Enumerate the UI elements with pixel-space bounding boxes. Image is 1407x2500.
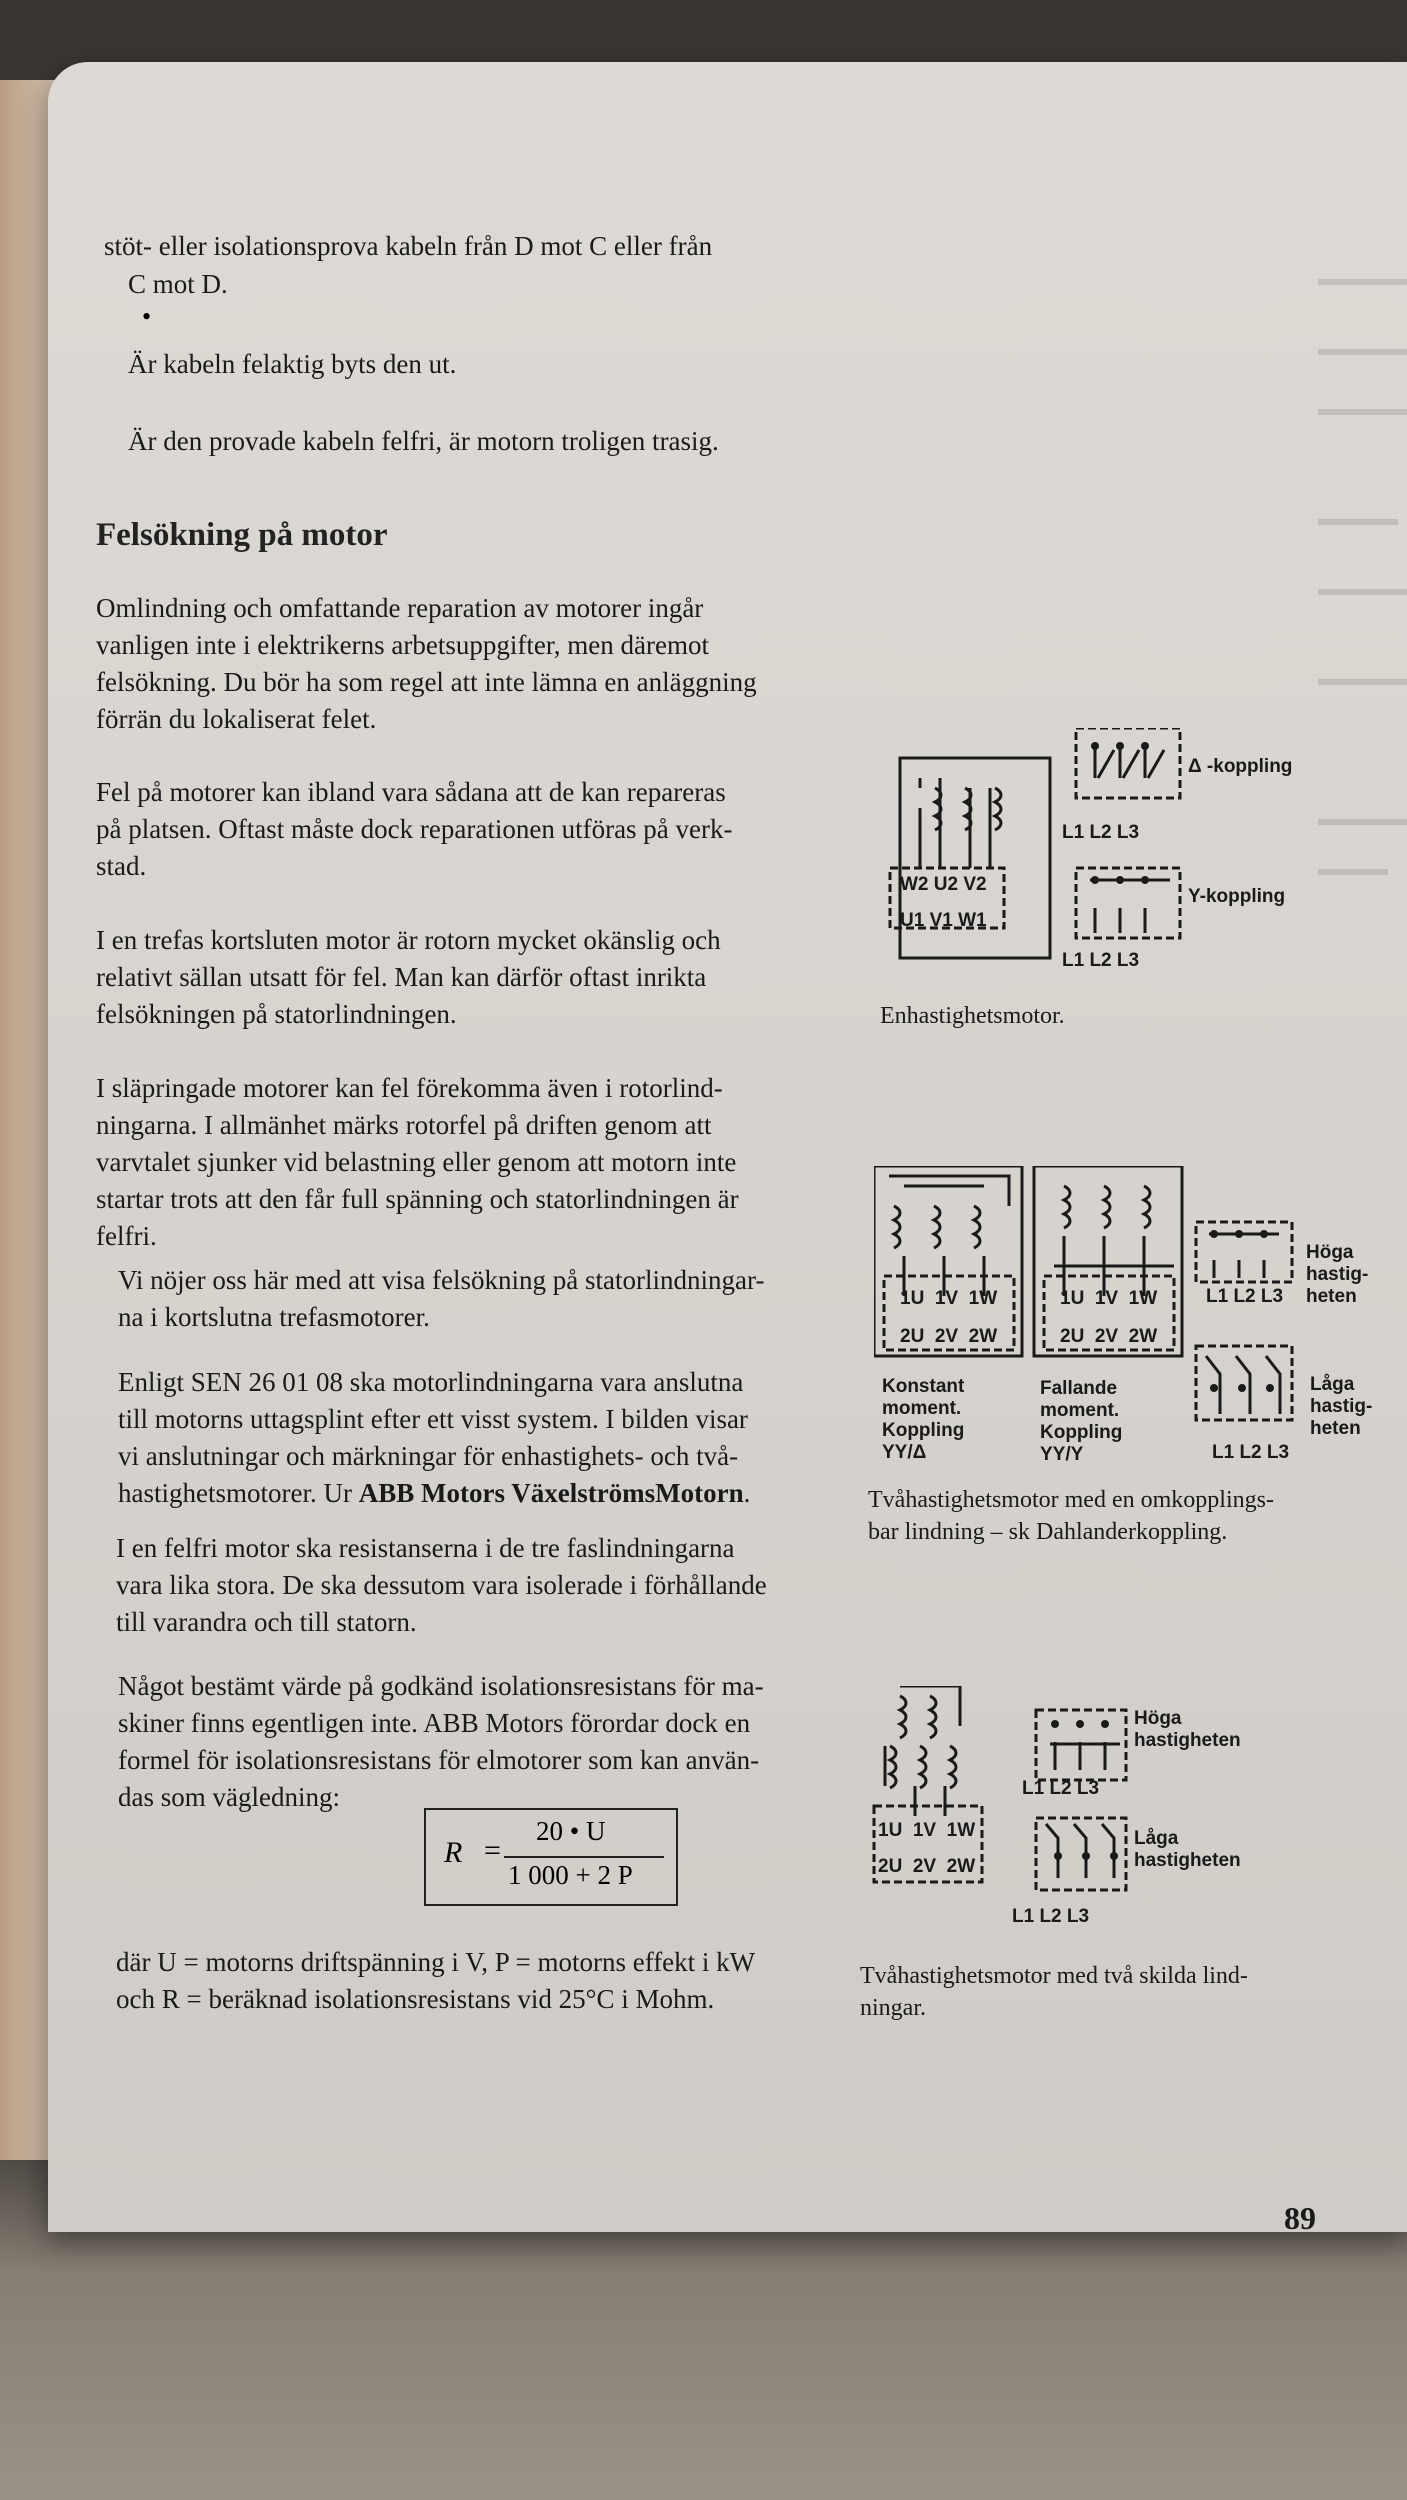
terminal-labels-top: W2 U2 V2 [900, 874, 987, 895]
falling-torque-note: Fallande moment. Koppling YY/Y [1040, 1378, 1123, 1465]
bullet-line-2: C mot D. [128, 269, 228, 299]
show-through-text [1318, 262, 1407, 1162]
two-winding-top-terminals: 1U 1V 1W [878, 1820, 976, 1841]
two-winding-bottom-terminals: 2U 2V 2W [878, 1856, 976, 1877]
single-speed-wiring-diagram [880, 728, 1240, 968]
star-lines-label: L1 L2 L3 [1062, 950, 1140, 971]
figure1-caption: Enhastighetsmotor. [880, 1003, 1065, 1029]
paragraph-6: Enligt SEN 26 01 08 ska motorlindningarna vara anslutna till motorns uttagsplint efter ett visst system. I bilden visar vi anslutningar och märkningar för enhastighets- och två- hastighetsmotorer. Ur ABB Motors VäxelströmsMotorn. [118, 1367, 751, 1508]
two-winding-high-lines: L1 L2 L3 [1022, 1778, 1100, 1799]
section-heading: Felsökning på motor [96, 517, 388, 553]
dahlander-left-top-terminals: 1U 1V 1W [900, 1288, 998, 1309]
fraction-bar [504, 1856, 664, 1858]
bullet: • [142, 302, 152, 331]
source-reference: ABB Motors VäxelströmsMotorn [358, 1478, 744, 1508]
figure3-caption: Tvåhastighetsmotor med två skilda lind- ningar. [860, 1963, 1248, 2021]
paragraph-2: Fel på motorer kan ibland vara sådana att de kan repareras på platsen. Oftast måste dock reparationen utföras på verk- stad. [96, 777, 733, 881]
dahlander-right-bottom-terminals: 2U 2V 2W [1060, 1326, 1158, 1347]
paragraph-3: I en trefas kortsluten motor är rotorn mycket okänslig och relativt sällan utsatt för fel. Man kan därför oftast inrikta felsökningen på statorlindningen. [96, 925, 721, 1029]
page-number: 89 [1284, 2200, 1316, 2236]
dahlander-right-top-terminals: 1U 1V 1W [1060, 1288, 1158, 1309]
text-cable-ok: Är den provade kabeln felfri, är motorn troligen trasig. [128, 426, 719, 456]
text-faulty-cable: Är kabeln felaktig byts den ut. [128, 349, 457, 379]
paragraph-8: Något bestämt värde på godkänd isolationsresistans för ma- skiner finns egentligen inte. ABB Motors förordar dock en formel för isolationsresistans för elmotorer som kan använ- das som vägledning: [118, 1671, 764, 1812]
star-connection-label: Y-koppling [1188, 886, 1286, 907]
bullet-line-1: stöt- eller isolationsprova kabeln från D mot C eller från [104, 231, 713, 261]
dahlander-high-lines: L1 L2 L3 [1206, 1286, 1284, 1307]
delta-lines-label: L1 L2 L3 [1062, 822, 1140, 843]
formula-explanation: där U = motorns driftspänning i V, P = motorns effekt i kW och R = beräknad isolationsresistans vid 25°C i Mohm. [116, 1947, 756, 2014]
paragraph-5: Vi nöjer oss här med att visa felsökning på statorlindningar- na i kortslutna trefasmotorer. [118, 1265, 765, 1332]
dahlander-left-bottom-terminals: 2U 2V 2W [900, 1326, 998, 1347]
delta-connection-label: Δ -koppling [1188, 756, 1293, 777]
terminal-labels-bottom: U1 V1 W1 [900, 910, 987, 931]
two-winding-low-label: Låga hastigheten [1134, 1828, 1241, 1871]
high-speed-label: Höga hastig- heten [1306, 1242, 1369, 1307]
paragraph-4: I släpringade motorer kan fel förekomma även i rotorlind- ningarna. I allmänhet märks rotorfel på driften genom att varvtalet sjunker vid belastning eller genom att motorn inte startar trots att den får full spänning och statorlindningen är felfri. [96, 1073, 739, 1251]
two-winding-high-label: Höga hastigheten [1134, 1708, 1241, 1751]
book-page [48, 62, 1407, 2236]
paragraph-7: I en felfri motor ska resistanserna i de tre faslindningarna vara lika stora. De ska dessutom vara isolerade i förhållande till varandra och till statorn. [116, 1533, 767, 1637]
two-winding-low-lines: L1 L2 L3 [1012, 1906, 1090, 1927]
two-winding-wiring-diagram [870, 1686, 1130, 1916]
resistance-formula: R = 20 • U 1 000 + 2 P [424, 1808, 678, 1906]
low-speed-label: Låga hastig- heten [1310, 1374, 1373, 1439]
constant-torque-note: Konstant moment. Koppling YY/Δ [882, 1376, 965, 1463]
dahlander-low-lines: L1 L2 L3 [1212, 1442, 1290, 1463]
figure2-caption: Tvåhastighetsmotor med en omkopplings- bar lindning – sk Dahlanderkoppling. [868, 1487, 1274, 1545]
paragraph-1: Omlindning och omfattande reparation av motorer ingår vanligen inte i elektrikerns arbetsuppgifter, men däremot felsökning. Du bör ha som regel att inte lämna en anläggning förrän du lokaliserat felet. [96, 593, 757, 734]
